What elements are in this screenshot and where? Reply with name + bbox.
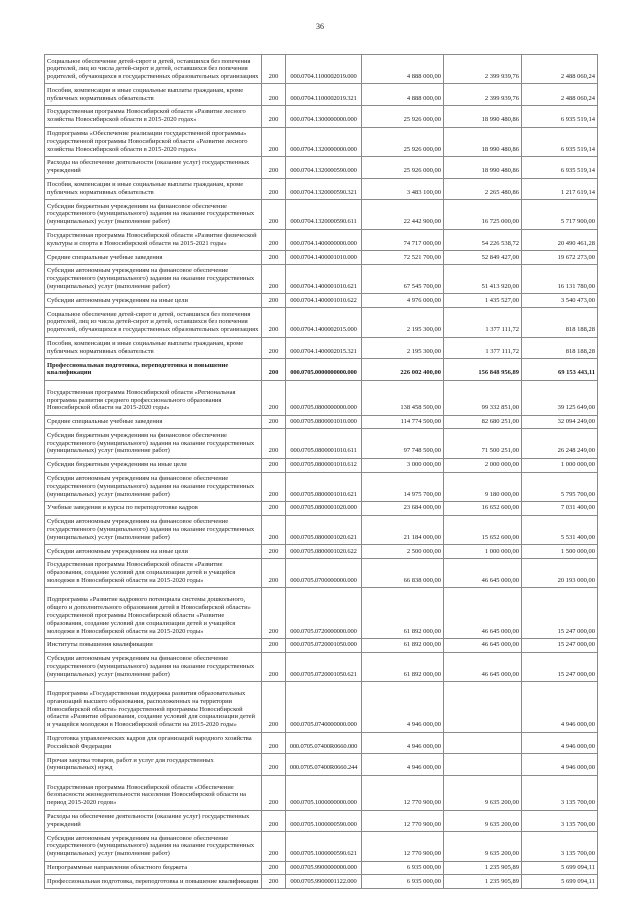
executed-amount-cell (444, 732, 522, 754)
table-row (45, 294, 598, 308)
approved-amount-cell: 25 926 000,00 (362, 105, 444, 127)
classification-code-cell: 000.0704.1400000000.000 (286, 229, 362, 251)
row-name-cell: Пособия, компенсации и иные социальные выплаты гражданам, кроме публичных нормативных обязательств (45, 84, 262, 106)
table-row (45, 558, 598, 587)
row-name-cell: Прочая закупка товаров, работ и услуг для государственных (муниципальных) нужд (45, 754, 262, 776)
row-name-cell: Субсидии автономным учреждениям на финансовое обеспечение государственного (муниципального) задания на оказание государственных (муниципальных) услуг (выполнение работ) (45, 264, 262, 293)
unexecuted-amount-cell: 4 946 000,00 (522, 732, 598, 754)
executed-amount-cell: 9 635 200,00 (444, 775, 522, 810)
unexecuted-amount-cell: 3 135 700,00 (522, 832, 598, 861)
approved-amount-cell: 22 442 900,00 (362, 200, 444, 229)
table-row (45, 200, 598, 229)
page-number: 36 (316, 22, 324, 31)
expense-type-cell: 200 (262, 810, 286, 832)
expense-type-cell: 200 (262, 652, 286, 681)
row-name-cell: Средние специальные учебные заведения (45, 415, 262, 429)
unexecuted-amount-cell: 6 935 519,14 (522, 156, 598, 178)
row-name-cell: Государственная программа Новосибирской области «Развитие физической культуры и спорта в Новосибирской области на 2015-2021 годы» (45, 229, 262, 251)
unexecuted-amount-cell: 32 094 249,00 (522, 415, 598, 429)
executed-amount-cell: 15 652 600,00 (444, 515, 522, 544)
unexecuted-amount-cell: 69 153 443,11 (522, 359, 598, 381)
expense-type-cell: 200 (262, 754, 286, 776)
executed-amount-cell: 1 377 111,72 (444, 308, 522, 337)
expense-type-cell: 200 (262, 229, 286, 251)
approved-amount-cell: 6 935 000,00 (362, 861, 444, 875)
expense-type-cell: 200 (262, 127, 286, 156)
expense-type-cell: 200 (262, 515, 286, 544)
row-name-cell: Расходы на обеспечение деятельности (оказание услуг) государственных учреждений (45, 156, 262, 178)
executed-amount-cell: 54 226 538,72 (444, 229, 522, 251)
approved-amount-cell: 138 458 500,00 (362, 380, 444, 415)
classification-code-cell: 000.0705.0720000000.000 (286, 588, 362, 638)
classification-code-cell: 000.0704.1100002019.000 (286, 55, 362, 84)
approved-amount-cell: 12 770 900,00 (362, 775, 444, 810)
approved-amount-cell: 4 888 000,00 (362, 55, 444, 84)
classification-code-cell: 000.0704.1400002015.000 (286, 308, 362, 337)
approved-amount-cell: 2 195 300,00 (362, 308, 444, 337)
classification-code-cell: 000.0705.0800001010.611 (286, 429, 362, 458)
executed-amount-cell: 71 500 251,00 (444, 429, 522, 458)
classification-code-cell: 000.0704.1320000000.000 (286, 127, 362, 156)
row-name-cell: Субсидии автономным учреждениям на иные цели (45, 545, 262, 559)
approved-amount-cell: 61 892 000,00 (362, 588, 444, 638)
classification-code-cell: 000.0705.9900001122.000 (286, 875, 362, 889)
unexecuted-amount-cell: 818 188,28 (522, 337, 598, 359)
table-row (45, 264, 598, 293)
table-row (45, 84, 598, 106)
table-row (45, 308, 598, 337)
executed-amount-cell: 1 435 527,00 (444, 294, 522, 308)
classification-code-cell: 000.0705.0800001020.000 (286, 501, 362, 515)
budget-table (44, 54, 598, 889)
unexecuted-amount-cell: 1 500 000,00 (522, 545, 598, 559)
table-row (45, 652, 598, 681)
unexecuted-amount-cell: 5 531 400,00 (522, 515, 598, 544)
expense-type-cell: 200 (262, 251, 286, 265)
expense-type-cell: 200 (262, 545, 286, 559)
unexecuted-amount-cell: 1 217 619,14 (522, 178, 598, 200)
unexecuted-amount-cell: 39 125 649,00 (522, 380, 598, 415)
approved-amount-cell: 72 521 700,00 (362, 251, 444, 265)
table-row (45, 861, 598, 875)
classification-code-cell: 000.0704.1300000000.000 (286, 105, 362, 127)
expense-type-cell: 200 (262, 429, 286, 458)
classification-code-cell: 000.0705.0800000000.000 (286, 380, 362, 415)
approved-amount-cell: 25 926 000,00 (362, 156, 444, 178)
executed-amount-cell (444, 682, 522, 732)
classification-code-cell: 000.0704.1100002019.321 (286, 84, 362, 106)
executed-amount-cell (444, 754, 522, 776)
approved-amount-cell: 114 774 500,00 (362, 415, 444, 429)
unexecuted-amount-cell: 5 699 094,11 (522, 875, 598, 889)
executed-amount-cell: 51 413 920,00 (444, 264, 522, 293)
expense-type-cell: 200 (262, 472, 286, 501)
executed-amount-cell: 1 000 000,00 (444, 545, 522, 559)
approved-amount-cell: 3 483 100,00 (362, 178, 444, 200)
unexecuted-amount-cell: 15 247 000,00 (522, 652, 598, 681)
expense-type-cell: 200 (262, 308, 286, 337)
approved-amount-cell: 4 946 000,00 (362, 682, 444, 732)
executed-amount-cell: 18 990 480,86 (444, 127, 522, 156)
table-row (45, 415, 598, 429)
unexecuted-amount-cell: 3 540 473,00 (522, 294, 598, 308)
unexecuted-amount-cell: 2 488 060,24 (522, 84, 598, 106)
row-name-cell: Субсидии автономным учреждениям на финансовое обеспечение государственного (муниципального) задания на оказание государственных (муниципальных) услуг (выполнение работ) (45, 652, 262, 681)
classification-code-cell: 000.0704.1320000590.000 (286, 156, 362, 178)
classification-code-cell: 000.0704.1320000590.611 (286, 200, 362, 229)
row-name-cell: Расходы на обеспечение деятельности (оказание услуг) государственных учреждений (45, 810, 262, 832)
executed-amount-cell: 18 990 480,86 (444, 105, 522, 127)
table-row (45, 55, 598, 84)
executed-amount-cell: 52 849 427,00 (444, 251, 522, 265)
table-row (45, 458, 598, 472)
approved-amount-cell: 2 500 000,00 (362, 545, 444, 559)
row-name-cell: Непрограммные направления областного бюджета (45, 861, 262, 875)
unexecuted-amount-cell: 15 247 000,00 (522, 638, 598, 652)
unexecuted-amount-cell: 4 946 000,00 (522, 682, 598, 732)
executed-amount-cell: 82 680 251,00 (444, 415, 522, 429)
table-row (45, 251, 598, 265)
row-name-cell: Учебные заведения и курсы по переподготовке кадров (45, 501, 262, 515)
expense-type-cell: 200 (262, 294, 286, 308)
classification-code-cell: 000.0705.1000000590.621 (286, 832, 362, 861)
classification-code-cell: 000.0705.0800001010.000 (286, 415, 362, 429)
row-name-cell: Профессиональная подготовка, переподготовка и повышение квалификации (45, 875, 262, 889)
expense-type-cell: 200 (262, 415, 286, 429)
approved-amount-cell: 21 184 000,00 (362, 515, 444, 544)
unexecuted-amount-cell: 3 135 700,00 (522, 775, 598, 810)
table-row (45, 754, 598, 776)
executed-amount-cell: 1 235 905,89 (444, 875, 522, 889)
row-name-cell: Субсидии бюджетным учреждениям на финансовое обеспечение государственного (муниципального) задания на оказание государственных (муниципальных) услуг (выполнение работ) (45, 429, 262, 458)
approved-amount-cell: 66 838 000,00 (362, 558, 444, 587)
approved-amount-cell: 3 000 000,00 (362, 458, 444, 472)
expense-type-cell: 200 (262, 638, 286, 652)
approved-amount-cell: 74 717 000,00 (362, 229, 444, 251)
expense-type-cell: 200 (262, 775, 286, 810)
unexecuted-amount-cell: 20 193 000,00 (522, 558, 598, 587)
unexecuted-amount-cell: 26 248 249,00 (522, 429, 598, 458)
expense-type-cell: 200 (262, 588, 286, 638)
approved-amount-cell: 226 002 400,00 (362, 359, 444, 381)
executed-amount-cell: 1 377 111,72 (444, 337, 522, 359)
row-name-cell: Подпрограмма «Развитие кадрового потенциала системы дошкольного, общего и дополнительного образования детей в Новосибирской области» государственной программы Новосибирской области «Развитие образования, создание условий для социализации детей и учащейся молодежи в Новосибирской области на 2015-2020 годы» (45, 588, 262, 638)
expense-type-cell: 200 (262, 84, 286, 106)
unexecuted-amount-cell: 2 488 060,24 (522, 55, 598, 84)
classification-code-cell: 000.0705.0700000000.000 (286, 558, 362, 587)
approved-amount-cell: 4 976 000,00 (362, 294, 444, 308)
executed-amount-cell: 46 645 000,00 (444, 638, 522, 652)
executed-amount-cell: 2 399 939,76 (444, 55, 522, 84)
classification-code-cell: 000.0705.0800001010.621 (286, 472, 362, 501)
row-name-cell: Субсидии автономным учреждениям на финансовое обеспечение государственного (муниципального) задания на оказание государственных (муниципальных) услуг (выполнение работ) (45, 515, 262, 544)
expense-type-cell: 200 (262, 501, 286, 515)
unexecuted-amount-cell: 15 247 000,00 (522, 588, 598, 638)
table-row (45, 501, 598, 515)
row-name-cell: Профессиональная подготовка, переподготовка и повышение квалификации (45, 359, 262, 381)
executed-amount-cell: 156 848 956,89 (444, 359, 522, 381)
approved-amount-cell: 67 545 700,00 (362, 264, 444, 293)
executed-amount-cell: 46 645 000,00 (444, 558, 522, 587)
classification-code-cell: 000.0705.0800001020.621 (286, 515, 362, 544)
expense-type-cell: 200 (262, 264, 286, 293)
unexecuted-amount-cell: 818 188,28 (522, 308, 598, 337)
row-name-cell: Субсидии бюджетным учреждениям на иные цели (45, 458, 262, 472)
classification-code-cell: 000.0705.0720001050.000 (286, 638, 362, 652)
classification-code-cell: 000.0705.1000000590.000 (286, 810, 362, 832)
approved-amount-cell: 25 926 000,00 (362, 127, 444, 156)
unexecuted-amount-cell: 6 935 519,14 (522, 127, 598, 156)
approved-amount-cell: 4 888 000,00 (362, 84, 444, 106)
unexecuted-amount-cell: 5 699 094,11 (522, 861, 598, 875)
unexecuted-amount-cell: 19 672 273,00 (522, 251, 598, 265)
table-row (45, 229, 598, 251)
unexecuted-amount-cell: 5 717 900,00 (522, 200, 598, 229)
classification-code-cell: 000.0705.0800001010.612 (286, 458, 362, 472)
classification-code-cell: 000.0705.0800001020.622 (286, 545, 362, 559)
executed-amount-cell: 99 332 851,00 (444, 380, 522, 415)
expense-type-cell: 200 (262, 861, 286, 875)
executed-amount-cell: 9 635 200,00 (444, 810, 522, 832)
table-row (45, 380, 598, 415)
table-row (45, 638, 598, 652)
unexecuted-amount-cell: 4 946 000,00 (522, 754, 598, 776)
row-name-cell: Подготовка управленческих кадров для организаций народного хозяйства Российской Федерации (45, 732, 262, 754)
row-name-cell: Государственная программа Новосибирской области «Развитие образования, создание условий для социализации детей и учащейся молодежи в Новосибирской области на 2015-2020 годы» (45, 558, 262, 587)
executed-amount-cell: 16 725 000,00 (444, 200, 522, 229)
row-name-cell: Социальное обеспечение детей-сирот и детей, оставшихся без попечения родителей, лиц из числа детей-сирот и детей, оставшихся без попечения родителей, обучающихся в государственных образовательных организациях (45, 55, 262, 84)
row-name-cell: Государственная программа Новосибирской области «Обеспечение безопасности жизнедеятельности населения Новосибирской области на период 2015-2020 годов» (45, 775, 262, 810)
expense-type-cell: 200 (262, 380, 286, 415)
approved-amount-cell: 97 748 500,00 (362, 429, 444, 458)
table-row (45, 105, 598, 127)
executed-amount-cell: 9 180 000,00 (444, 472, 522, 501)
expense-type-cell: 200 (262, 832, 286, 861)
table-row (45, 178, 598, 200)
classification-code-cell: 000.0704.1320000590.321 (286, 178, 362, 200)
executed-amount-cell: 46 645 000,00 (444, 652, 522, 681)
classification-code-cell: 000.0705.07400R0660.000 (286, 732, 362, 754)
expense-type-cell: 200 (262, 105, 286, 127)
unexecuted-amount-cell: 5 795 700,00 (522, 472, 598, 501)
classification-code-cell: 000.0704.1400002015.321 (286, 337, 362, 359)
classification-code-cell: 000.0705.0740000000.000 (286, 682, 362, 732)
classification-code-cell: 000.0705.07400R0660.244 (286, 754, 362, 776)
classification-code-cell: 000.0705.1000000000.000 (286, 775, 362, 810)
approved-amount-cell: 6 935 000,00 (362, 875, 444, 889)
classification-code-cell: 000.0704.1400001010.622 (286, 294, 362, 308)
expense-type-cell: 200 (262, 875, 286, 889)
row-name-cell: Институты повышения квалификации (45, 638, 262, 652)
approved-amount-cell: 12 770 900,00 (362, 810, 444, 832)
classification-code-cell: 000.0705.9900000000.000 (286, 861, 362, 875)
unexecuted-amount-cell: 6 935 519,14 (522, 105, 598, 127)
row-name-cell: Субсидии автономным учреждениям на иные цели (45, 294, 262, 308)
row-name-cell: Государственная программа Новосибирской области «Развитие лесного хозяйства Новосибирской области в 2015-2020 годах» (45, 105, 262, 127)
row-name-cell: Пособия, компенсации и иные социальные выплаты гражданам, кроме публичных нормативных обязательств (45, 337, 262, 359)
executed-amount-cell: 46 645 000,00 (444, 588, 522, 638)
expense-type-cell: 200 (262, 458, 286, 472)
row-name-cell: Подпрограмма «Обеспечение реализации государственной программы» государственной программы Новосибирской области «Развитие лесного хозяйства Новосибирской области в 2015-2020 годах» (45, 127, 262, 156)
executed-amount-cell: 1 235 905,89 (444, 861, 522, 875)
unexecuted-amount-cell: 3 135 700,00 (522, 810, 598, 832)
approved-amount-cell: 61 892 000,00 (362, 638, 444, 652)
expense-type-cell: 200 (262, 359, 286, 381)
row-name-cell: Субсидии бюджетным учреждениям на финансовое обеспечение государственного (муниципального) задания на оказание государственных (муниципальных) услуг (выполнение работ) (45, 200, 262, 229)
row-name-cell: Государственная программа Новосибирской области «Региональная программа развития среднего профессионального образования Новосибирской области на 2015-2020 годы» (45, 380, 262, 415)
table-row (45, 810, 598, 832)
expense-type-cell: 200 (262, 178, 286, 200)
classification-code-cell: 000.0705.0720001050.621 (286, 652, 362, 681)
approved-amount-cell: 4 946 000,00 (362, 732, 444, 754)
expense-type-cell: 200 (262, 558, 286, 587)
row-name-cell: Субсидии автономным учреждениям на финансовое обеспечение государственного (муниципального) задания на оказание государственных (муниципальных) услуг (выполнение работ) (45, 472, 262, 501)
table-row (45, 472, 598, 501)
table-row (45, 732, 598, 754)
approved-amount-cell: 12 770 900,00 (362, 832, 444, 861)
table-row (45, 127, 598, 156)
budget-table-body (45, 55, 598, 889)
table-row (45, 775, 598, 810)
executed-amount-cell: 16 652 600,00 (444, 501, 522, 515)
table-row (45, 545, 598, 559)
row-name-cell: Социальное обеспечение детей-сирот и детей, оставшихся без попечения родителей, лиц из числа детей-сирот и детей, оставшихся без попечения родителей, обучающихся в государственных образовательных организациях (45, 308, 262, 337)
approved-amount-cell: 4 946 000,00 (362, 754, 444, 776)
approved-amount-cell: 2 195 300,00 (362, 337, 444, 359)
expense-type-cell: 200 (262, 55, 286, 84)
classification-code-cell: 000.0705.0000000000.000 (286, 359, 362, 381)
row-name-cell: Подпрограмма «Государственная поддержка развития образовательных организаций высшего образования, расположенных на территории Новосибирской области» государственной программы Новосибирской области «Развитие образования, создание условий для социализации детей и учащейся молодежи в Новосибирской области на 2015-2020 годы» (45, 682, 262, 732)
expense-type-cell: 200 (262, 732, 286, 754)
table-row (45, 337, 598, 359)
executed-amount-cell: 9 635 200,00 (444, 832, 522, 861)
table-row (45, 682, 598, 732)
table-row (45, 429, 598, 458)
table-row (45, 359, 598, 381)
executed-amount-cell: 2 399 939,76 (444, 84, 522, 106)
expense-type-cell: 200 (262, 156, 286, 178)
table-row (45, 832, 598, 861)
row-name-cell: Пособия, компенсации и иные социальные выплаты гражданам, кроме публичных нормативных обязательств (45, 178, 262, 200)
table-row (45, 875, 598, 889)
budget-table-container (44, 54, 598, 889)
row-name-cell: Субсидии автономным учреждениям на финансовое обеспечение государственного (муниципального) задания на оказание государственных (муниципальных) услуг (выполнение работ) (45, 832, 262, 861)
row-name-cell: Средние специальные учебные заведения (45, 251, 262, 265)
executed-amount-cell: 18 990 480,86 (444, 156, 522, 178)
approved-amount-cell: 14 975 700,00 (362, 472, 444, 501)
approved-amount-cell: 23 684 000,00 (362, 501, 444, 515)
unexecuted-amount-cell: 20 490 461,28 (522, 229, 598, 251)
unexecuted-amount-cell: 1 000 000,00 (522, 458, 598, 472)
unexecuted-amount-cell: 16 131 780,00 (522, 264, 598, 293)
classification-code-cell: 000.0704.1400001010.000 (286, 251, 362, 265)
expense-type-cell: 200 (262, 337, 286, 359)
executed-amount-cell: 2 000 000,00 (444, 458, 522, 472)
expense-type-cell: 200 (262, 682, 286, 732)
approved-amount-cell: 61 892 000,00 (362, 652, 444, 681)
table-row (45, 515, 598, 544)
expense-type-cell: 200 (262, 200, 286, 229)
unexecuted-amount-cell: 7 031 400,00 (522, 501, 598, 515)
table-row (45, 156, 598, 178)
classification-code-cell: 000.0704.1400001010.621 (286, 264, 362, 293)
executed-amount-cell: 2 265 480,86 (444, 178, 522, 200)
table-row (45, 588, 598, 638)
